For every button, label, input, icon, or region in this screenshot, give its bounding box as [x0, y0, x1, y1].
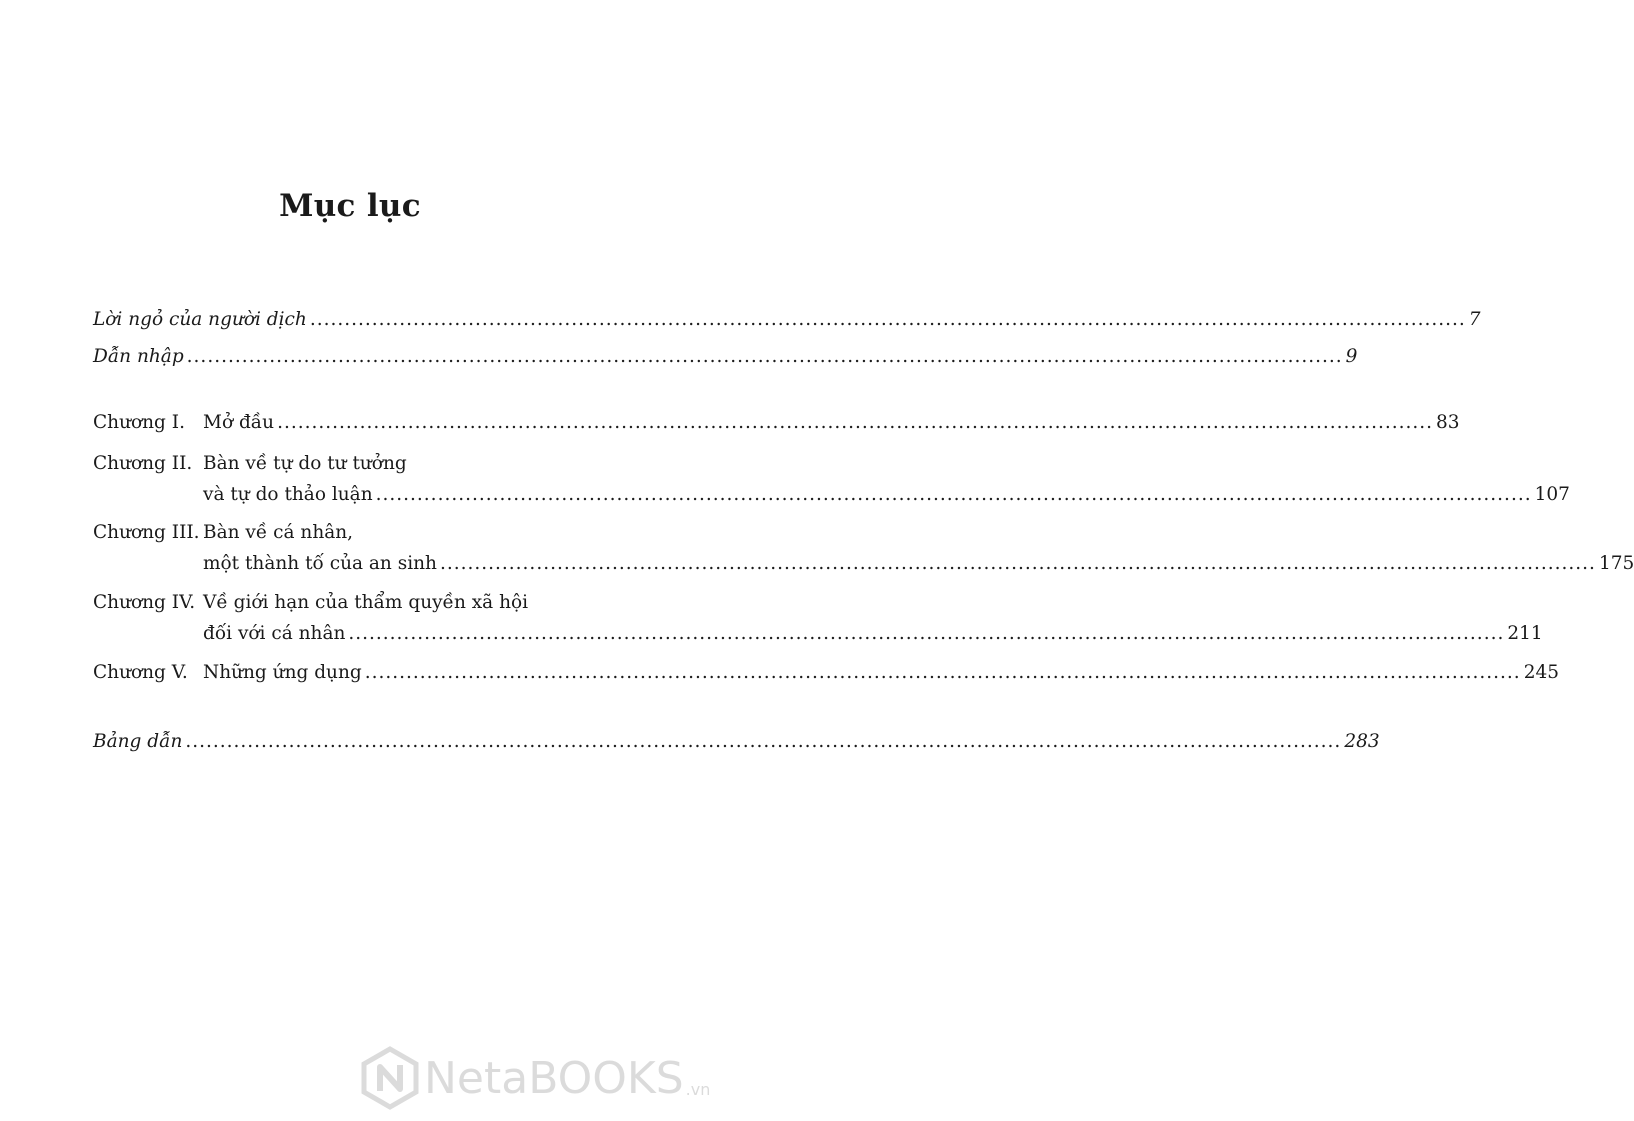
entry-label: và tự do thảo luận [203, 484, 373, 505]
chapter-number: Chương II. [93, 453, 193, 474]
entry-label: Lời ngỏ của người dịch [93, 309, 307, 330]
toc-entry-chapter-1[interactable] [203, 412, 1460, 442]
entry-label: Bảng dẫn [93, 731, 183, 752]
toc-entry-chapter-4[interactable] [203, 623, 1543, 653]
dot-leader [187, 346, 1343, 367]
dot-leader [440, 553, 1596, 574]
toc-entry-chapter-2[interactable] [203, 484, 1570, 514]
entry-label: một thành tố của an sinh [203, 553, 437, 574]
dot-leader [348, 623, 1504, 644]
watermark-brand: NetaBOOKS [424, 1052, 684, 1104]
entry-page: 107 [1534, 484, 1570, 505]
entry-label-line1: Về giới hạn của thẩm quyền xã hội [203, 592, 529, 613]
page-title: Mục lục [279, 188, 421, 224]
entry-page: 175 [1598, 553, 1634, 574]
chapter-number: Chương III. [93, 522, 200, 543]
toc-entry-introduction[interactable] [93, 346, 1358, 376]
toc-entry-chapter-3[interactable] [203, 553, 1634, 583]
watermark-suffix: .vn [685, 1080, 711, 1099]
dot-leader [310, 309, 1466, 330]
dot-leader [365, 662, 1521, 683]
chapter-number: Chương I. [93, 412, 185, 433]
netabooks-logo-icon [362, 1047, 418, 1109]
toc-entry-index[interactable] [93, 731, 1380, 761]
toc-entry-translator-note[interactable] [93, 309, 1481, 339]
watermark [362, 1043, 710, 1113]
entry-page: 7 [1468, 309, 1481, 330]
entry-page: 283 [1344, 731, 1380, 752]
toc-entry-chapter-5[interactable] [203, 662, 1559, 692]
chapter-number: Chương V. [93, 662, 188, 683]
entry-page: 245 [1523, 662, 1559, 683]
dot-leader [185, 731, 1341, 752]
entry-page: 83 [1436, 412, 1460, 433]
chapter-number: Chương IV. [93, 592, 196, 613]
entry-page: 9 [1345, 346, 1358, 367]
entry-label: Mở đầu [203, 412, 275, 433]
entry-label: Dẫn nhập [93, 346, 184, 367]
entry-label-line1: Bàn về cá nhân, [203, 522, 354, 543]
entry-page: 211 [1507, 623, 1543, 644]
dot-leader [277, 412, 1433, 433]
dot-leader [376, 484, 1532, 505]
entry-label: đối với cá nhân [203, 623, 346, 644]
entry-label: Những ứng dụng [203, 662, 362, 683]
entry-label-line1: Bàn về tự do tư tưởng [203, 453, 407, 474]
